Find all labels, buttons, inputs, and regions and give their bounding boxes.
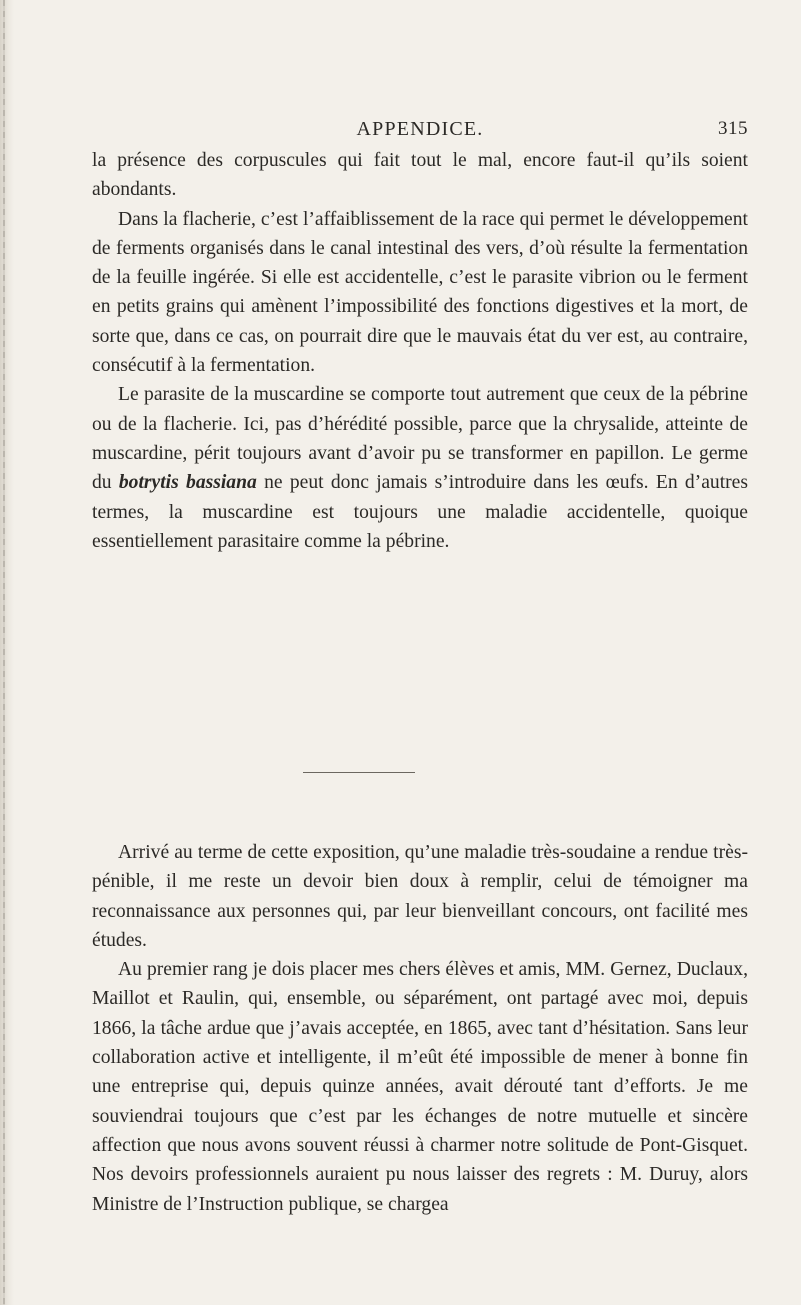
- page-number: 315: [718, 118, 748, 139]
- text-block-main: [92, 146, 748, 556]
- paragraph-continuation: la présence des corpuscules qui fait tout le mal, encore faut-il qu’ils soient abondants.: [92, 150, 748, 201]
- text-block-acknowledgements: [92, 838, 748, 1219]
- running-header: [92, 118, 748, 144]
- paragraph-flacherie: Dans la flacherie, c’est l’affaiblissement de la race qui permet le développement de ferments organisés dans le canal intestinal des vers, d’où résulte la fermentation de la feuille ingérée. Si elle est accidentelle, c’est le parasite vibrion ou le ferment en petits grains qui amènent l’impossibilité des fonctions digestives et la mort, de sorte que, dans ce cas, on pourrait dire que le mauvais état du ver est, au contraire, consécutif à la fermentation.: [92, 208, 748, 377]
- species-name: botrytis bassiana: [118, 472, 257, 494]
- running-title: APPENDICE.: [356, 118, 484, 140]
- paragraph-muscardine-text-1: Le parasite de la muscardine se comporte tout autrement que ceux de la pébrine ou de la flacherie. Ici, pas d’hérédité possible, parce que la chrysalide, atteinte de muscardine, périt toujours avant d’avoir pu se transformer en papillon. Le germe du: [92, 384, 748, 494]
- section-divider: [303, 772, 415, 773]
- paragraph-closing: Arrivé au terme de cette exposition, qu’une maladie très-soudaine a rendue très-pénible, il me reste un devoir bien doux à remplir, celui de témoigner ma reconnaissance aux personnes qui, par leur bienveillant concours, ont facilité mes études.: [92, 842, 748, 951]
- paragraph-muscardine: [92, 380, 748, 556]
- paragraph-muscardine-text-2: ne peut donc jamais s’introduire dans les œufs. En d’autres termes, la muscardine est toujours une maladie accidentelle, quoique essentiellement parasitaire comme la pébrine.: [92, 472, 748, 552]
- paragraph-acknowledgements: Au premier rang je dois placer mes chers élèves et amis, MM. Gernez, Duclaux, Maillot et Raulin, qui, ensemble, ou séparément, ont partagé avec moi, depuis 1866, la tâche ardue que j’avais acceptée, en 1865, avec tant d’hésitation. Sans leur collaboration active et intelligente, il m’eût été impossible de mener à bonne fin une entreprise qui, depuis quinze années, avait dérouté tant d’efforts. Je me souviendrai toujours que c’est par les échanges de notre mutuelle et sincère affection que nous avons souvent réussi à charmer notre solitude de Pont-Gisquet. Nos devoirs professionnels auraient pu nous laisser des regrets : M. Duruy, alors Ministre de l’Instruction publique, se chargea: [92, 959, 748, 1215]
- binding-gutter: [0, 0, 14, 1305]
